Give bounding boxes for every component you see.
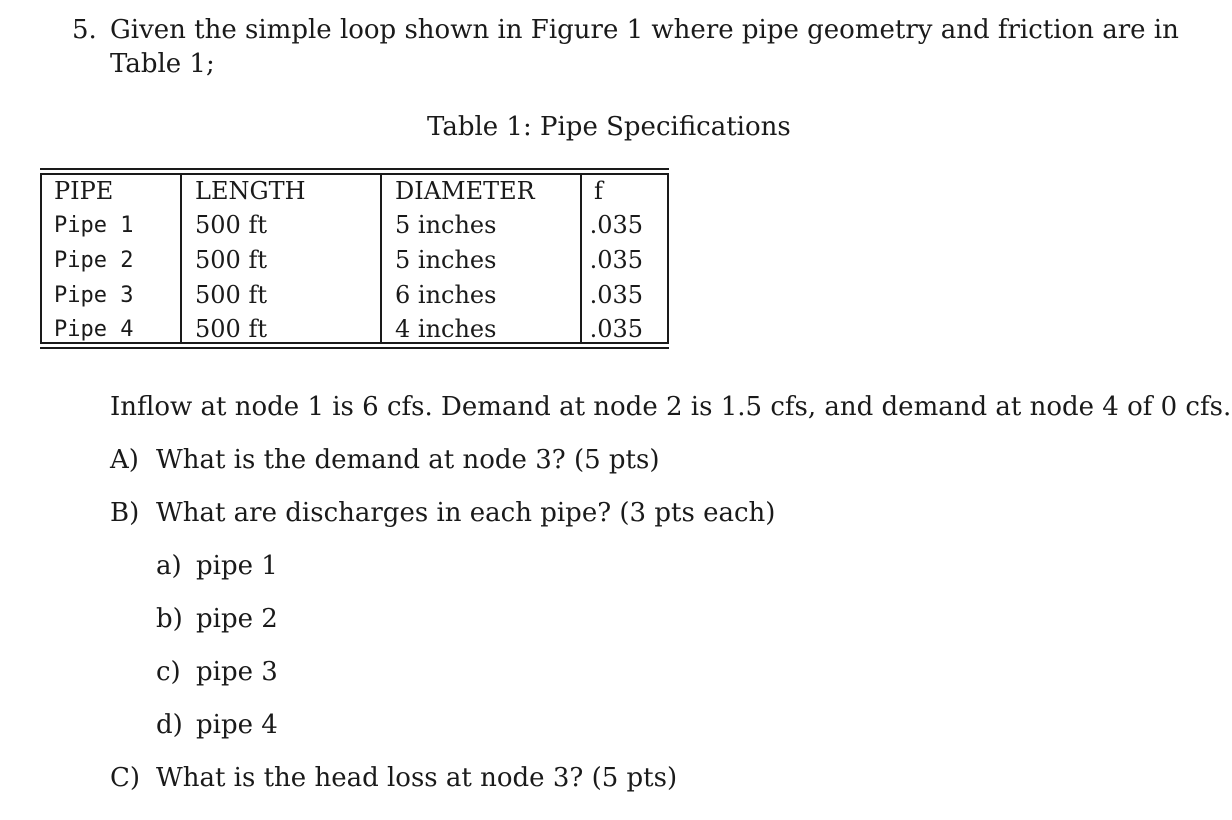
table-column-divider xyxy=(580,173,582,343)
part-b-text: What are discharges in each pipe? (3 pts each) xyxy=(156,498,776,528)
table-column-divider xyxy=(180,173,182,343)
part-c-label: C) xyxy=(110,763,141,793)
table-cell-diameter: 6 inches xyxy=(395,281,497,309)
table-top-rule-outer xyxy=(40,168,669,170)
table-cell-friction: .035 xyxy=(589,211,643,239)
part-b-label: B) xyxy=(110,498,140,528)
table-cell-friction: .035 xyxy=(589,315,643,343)
subpart-label: b) xyxy=(156,604,183,634)
subpart-text: pipe 1 xyxy=(196,551,278,581)
pipe-specifications-table xyxy=(40,168,669,348)
question-text-line-2: Table 1; xyxy=(110,49,215,79)
subpart-text: pipe 2 xyxy=(196,604,278,634)
subpart-label: a) xyxy=(156,551,182,581)
table-cell-pipe: Pipe 4 xyxy=(54,317,134,342)
part-b xyxy=(110,498,775,528)
table-cell-length: 500 ft xyxy=(195,246,267,274)
subpart-label: c) xyxy=(156,657,181,687)
table-header-length: LENGTH xyxy=(195,177,306,205)
subpart-item xyxy=(156,710,278,740)
question-text-line-1: Given the simple loop shown in Figure 1 where pipe geometry and friction are in xyxy=(110,15,1179,45)
subpart-text: pipe 3 xyxy=(196,657,278,687)
part-a xyxy=(110,445,659,475)
table-cell-diameter: 5 inches xyxy=(395,246,497,274)
table-bottom-rule-outer xyxy=(40,347,669,349)
table-border-right xyxy=(667,173,669,343)
subpart-text: pipe 4 xyxy=(196,710,278,740)
table-caption: Table 1: Pipe Specifications xyxy=(427,112,791,142)
table-top-rule-inner xyxy=(40,173,669,175)
table-cell-pipe: Pipe 3 xyxy=(54,283,134,308)
subpart-item xyxy=(156,604,278,634)
table-cell-length: 500 ft xyxy=(195,281,267,309)
table-cell-diameter: 4 inches xyxy=(395,315,497,343)
table-cell-length: 500 ft xyxy=(195,211,267,239)
table-column-divider xyxy=(380,173,382,343)
table-header-diameter: DIAMETER xyxy=(395,177,535,205)
part-a-text: What is the demand at node 3? (5 pts) xyxy=(156,445,660,475)
table-cell-pipe: Pipe 1 xyxy=(54,213,134,238)
part-c xyxy=(110,763,677,793)
table-cell-diameter: 5 inches xyxy=(395,211,497,239)
question-number: 5. xyxy=(72,15,97,45)
table-cell-pipe: Pipe 2 xyxy=(54,248,134,273)
subpart-item xyxy=(156,657,278,687)
table-header-pipe: PIPE xyxy=(54,177,114,205)
part-a-label: A) xyxy=(110,445,139,475)
table-cell-length: 500 ft xyxy=(195,315,267,343)
subpart-item xyxy=(156,551,278,581)
part-c-text: What is the head loss at node 3? (5 pts) xyxy=(156,763,678,793)
inflow-statement: Inflow at node 1 is 6 cfs. Demand at node 2 is 1.5 cfs, and demand at node 4 of 0 cfs. xyxy=(110,392,1232,422)
table-bottom-rule-inner xyxy=(40,342,669,344)
table-cell-friction: .035 xyxy=(589,281,643,309)
table-cell-friction: .035 xyxy=(589,246,643,274)
subpart-label: d) xyxy=(156,710,183,740)
table-border-left xyxy=(40,173,42,343)
table-header-friction: f xyxy=(594,177,603,205)
